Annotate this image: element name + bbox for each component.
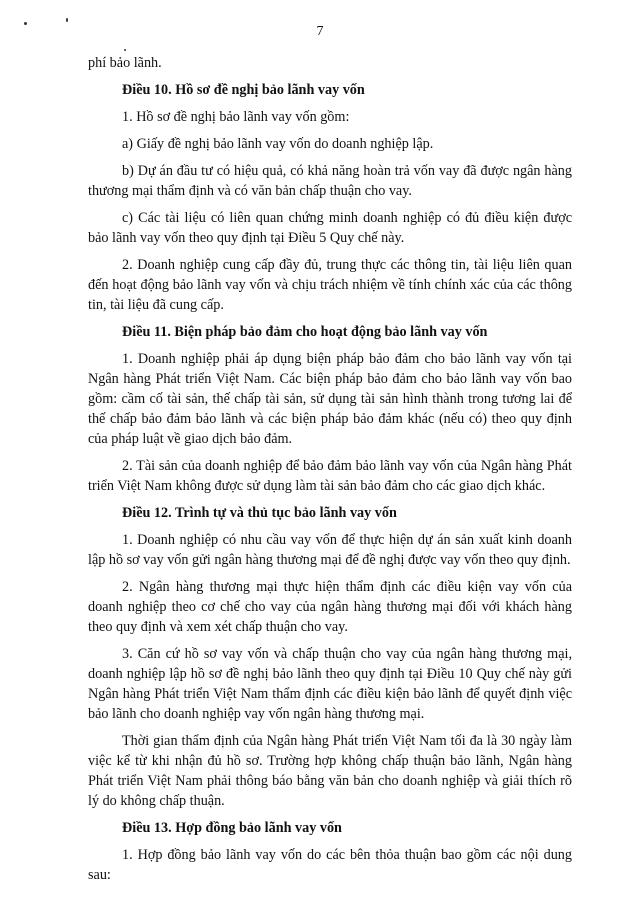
intro-text: phí bảo lãnh. — [88, 55, 162, 71]
paragraph: a) Giấy đề nghị bảo lãnh vay vốn do doanh nghiệp lập. — [122, 136, 434, 152]
paragraph: c) Các tài liệu có liên quan chứng minh doanh nghiệp có đủ điều kiện được bảo lãnh vay vốn theo quy định tại Điều 5 Quy chế này. — [88, 210, 572, 246]
section-heading: Điều 10. Hồ sơ đề nghị bảo lãnh vay vốn — [122, 82, 365, 98]
paragraph: 1. Hồ sơ đề nghị bảo lãnh vay vốn gồm: — [122, 109, 350, 125]
paragraph: 2. Tài sản của doanh nghiệp để bảo đảm bảo lãnh vay vốn của Ngân hàng Phát triển Việt Nam không được sử dụng làm tài sản bảo đảm cho các giao dịch khác. — [88, 458, 572, 494]
page-number: 7 — [316, 24, 324, 39]
section-heading: Điều 13. Hợp đồng bảo lãnh vay vốn — [122, 820, 342, 836]
paragraph: 2. Doanh nghiệp cung cấp đầy đủ, trung thực các thông tin, tài liệu liên quan đến hoạt động bảo lãnh vay vốn và chịu trách nhiệm về tính chính xác của các thông tin, tài liệu đã cung cấp. — [88, 257, 572, 313]
paragraph: 1. Doanh nghiệp có nhu cầu vay vốn để thực hiện dự án sản xuất kinh doanh lập hồ sơ vay vốn gửi ngân hàng thương mại để đề nghị được vay vốn theo quy định. — [88, 532, 572, 568]
paragraph: b) Dự án đầu tư có hiệu quả, có khả năng hoàn trả vốn vay đã được ngân hàng thương mại thẩm định và có văn bản chấp thuận cho vay. — [88, 163, 572, 199]
document-body — [88, 53, 572, 892]
paragraph: 1. Hợp đồng bảo lãnh vay vốn do các bên thỏa thuận bao gồm các nội dung sau: — [88, 847, 572, 883]
scan-speck — [66, 18, 68, 22]
paragraph: Thời gian thẩm định của Ngân hàng Phát triển Việt Nam tối đa là 30 ngày làm việc kể từ khi nhận đủ hồ sơ. Trường hợp không chấp thuận bảo lãnh, Ngân hàng Phát triển Việt Nam phải thông báo bằng văn bản cho doanh nghiệp và giải thích rõ lý do không chấp thuận. — [88, 733, 572, 809]
scan-speck — [124, 49, 126, 51]
paragraph: 2. Ngân hàng thương mại thực hiện thẩm định các điều kiện vay vốn của doanh nghiệp theo cơ chế cho vay của ngân hàng thương mại đối với khách hàng theo quy định và xem xét chấp thuận cho vay. — [88, 579, 572, 635]
paragraph: 3. Căn cứ hồ sơ vay vốn và chấp thuận cho vay của ngân hàng thương mại, doanh nghiệp lập hồ sơ đề nghị bảo lãnh theo quy định tại Điều 10 Quy chế này gửi Ngân hàng Phát triển Việt Nam thẩm định các điều kiện bảo lãnh để quyết định việc bảo lãnh cho doanh nghiệp vay vốn ngân hàng thương mại. — [88, 646, 572, 722]
section-heading: Điều 12. Trình tự và thủ tục bảo lãnh vay vốn — [122, 505, 397, 521]
section-heading: Điều 11. Biện pháp bảo đảm cho hoạt động bảo lãnh vay vốn — [122, 324, 488, 340]
paragraph: 1. Doanh nghiệp phải áp dụng biện pháp bảo đảm cho bảo lãnh vay vốn tại Ngân hàng Phát triển Việt Nam. Các biện pháp bảo đảm cho bảo lãnh vay vốn bao gồm: cầm cố tài sản, thế chấp tài sản, sử dụng tài sản hình thành trong tương lai để thế chấp bảo đảm bảo lãnh và các biện pháp bảo đảm khác (nếu có) theo quy định của pháp luật về giao dịch bảo đảm. — [88, 351, 572, 447]
